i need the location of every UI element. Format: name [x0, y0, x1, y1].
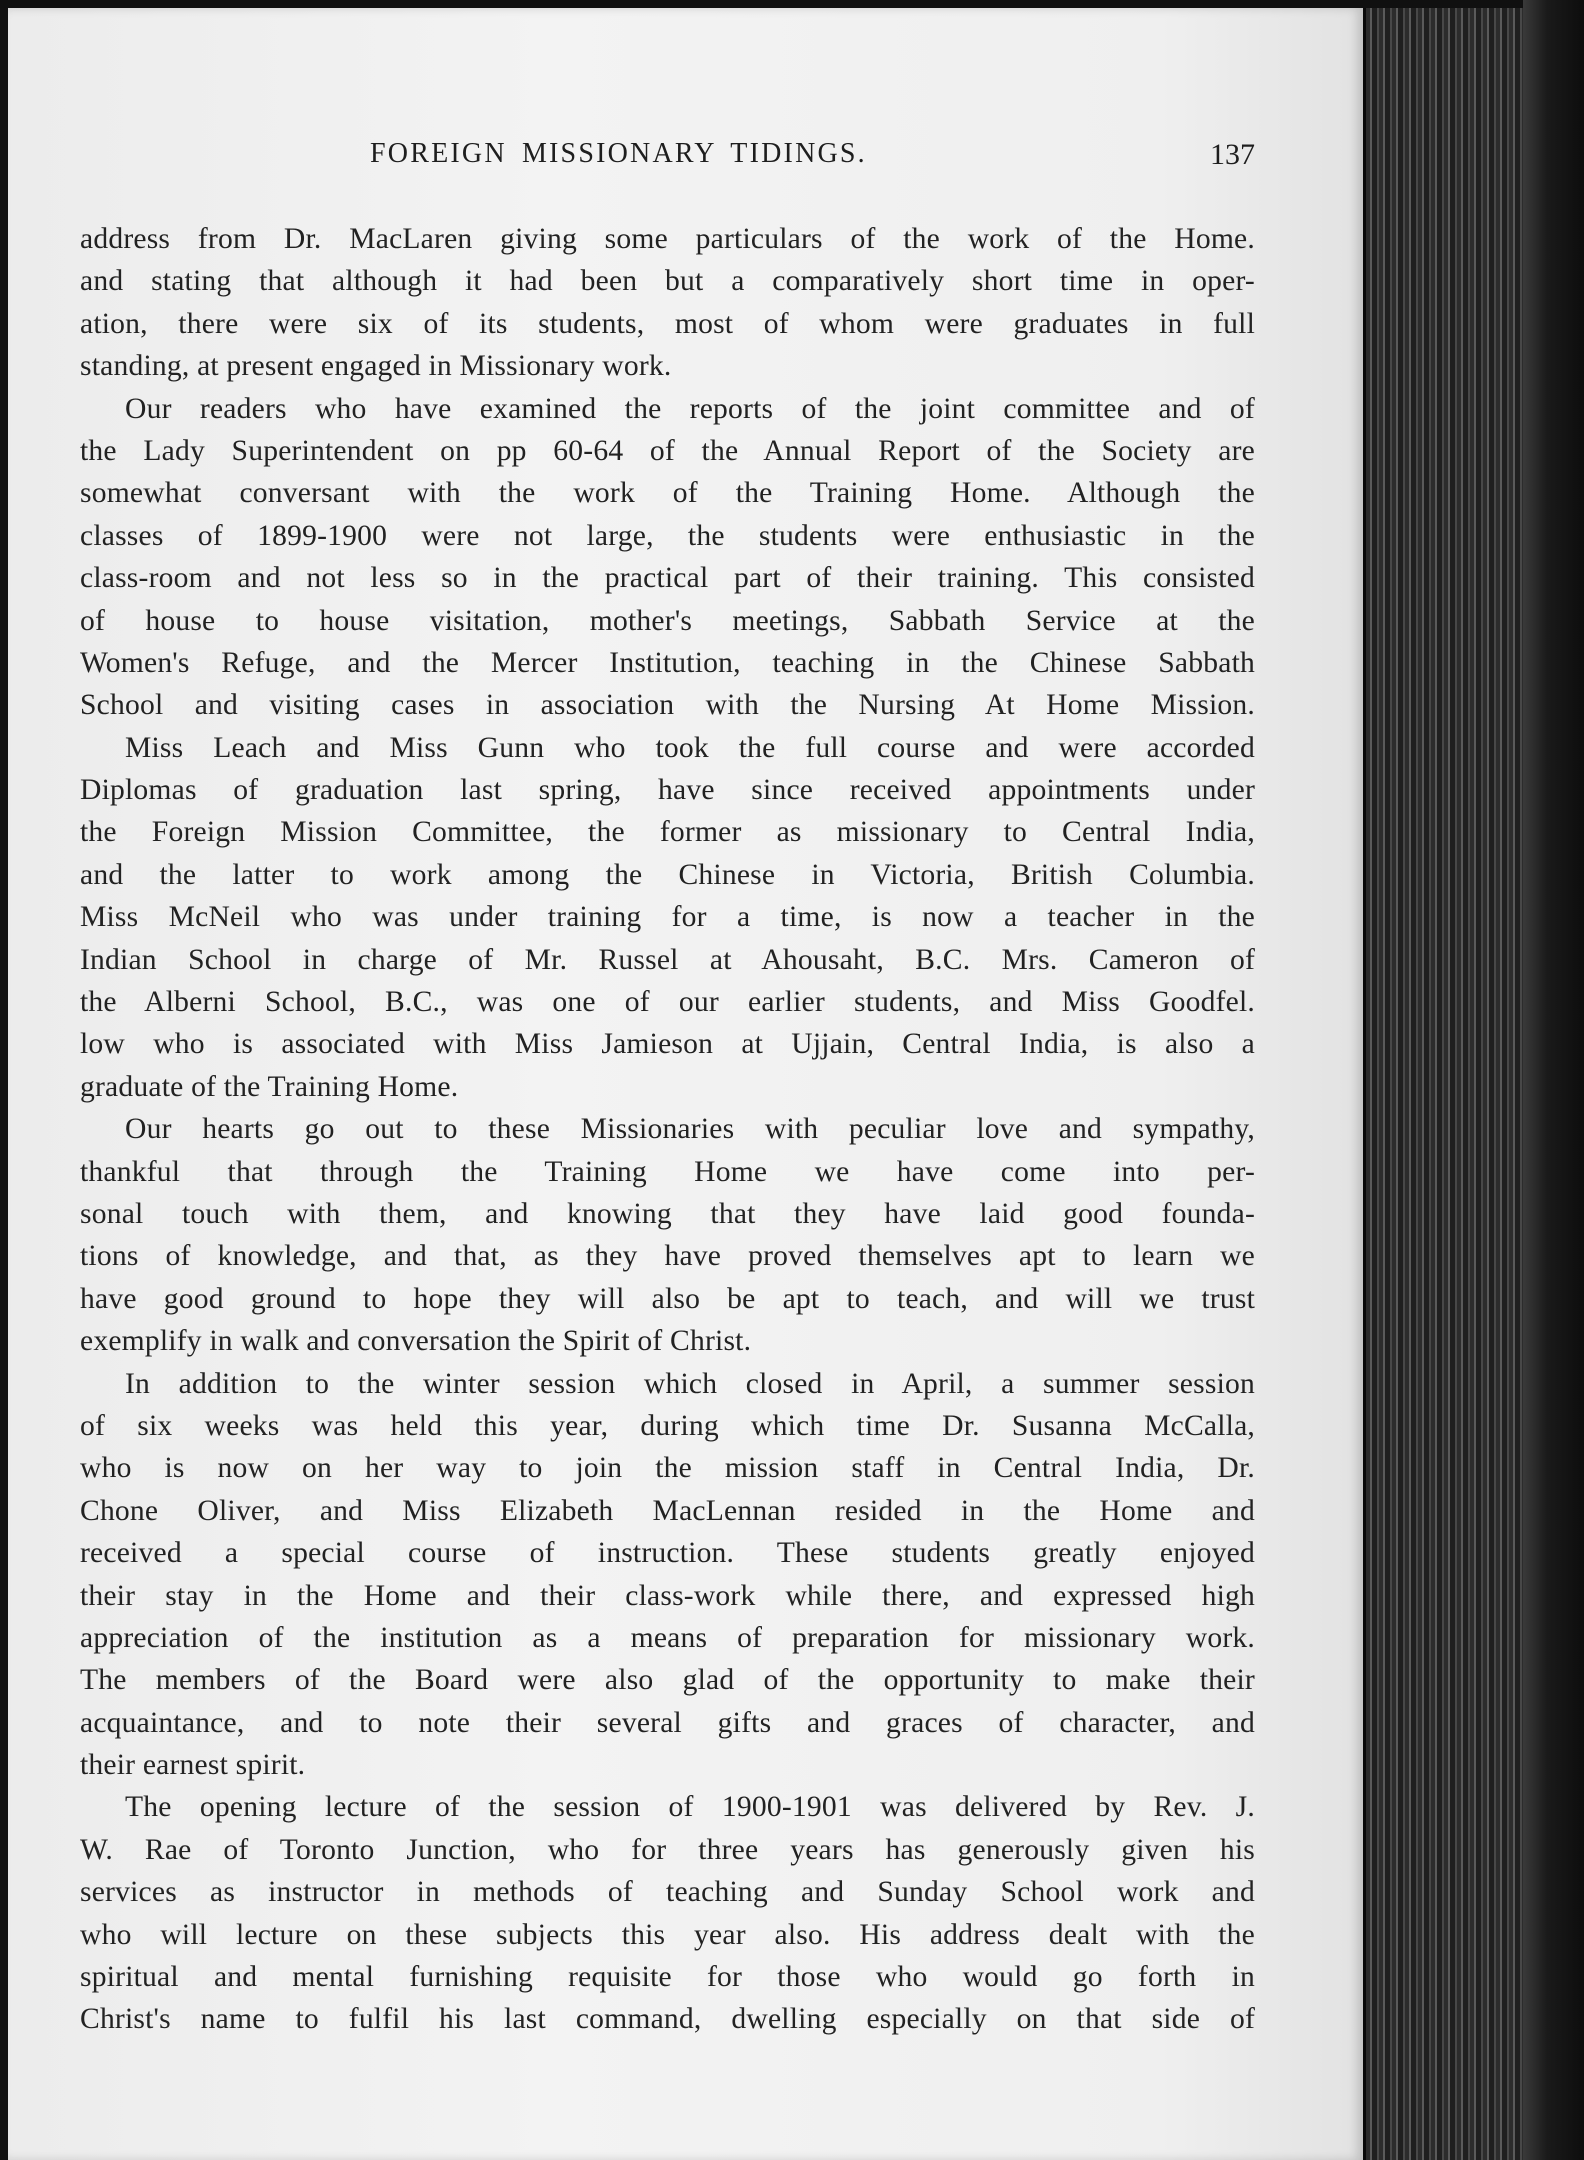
- text-line: acquaintance, and to note their several gifts and graces of character, and: [80, 1706, 1255, 1739]
- text-line: who will lecture on these subjects this year also. His address dealt with the: [80, 1918, 1255, 1951]
- text-line: Christ's name to fulfil his last command, dwelling especially on that side of: [80, 2003, 1255, 2036]
- text-line: spiritual and mental furnishing requisite for those who would go forth in: [80, 1961, 1255, 1994]
- text-line: School and visiting cases in association with the Nursing At Home Mission.: [80, 689, 1255, 722]
- scan-top-border: [0, 0, 1584, 8]
- text-line: somewhat conversant with the work of the Training Home. Although the: [80, 477, 1255, 510]
- text-line: have good ground to hope they will also be apt to teach, and will we trust: [80, 1282, 1255, 1315]
- text-line: who is now on her way to join the mission staff in Central India, Dr.: [80, 1452, 1255, 1485]
- text-line: class-room and not less so in the practical part of their training. This consisted: [80, 562, 1255, 595]
- text-line: W. Rae of Toronto Junction, who for three years has generously given his: [80, 1833, 1255, 1866]
- text-line: exemplify in walk and conversation the Spirit of Christ.: [80, 1325, 752, 1358]
- text-line: services as instructor in methods of teaching and Sunday School work and: [80, 1876, 1255, 1909]
- text-line: Chone Oliver, and Miss Elizabeth MacLennan resided in the Home and: [80, 1494, 1255, 1527]
- text-line: graduate of the Training Home.: [80, 1070, 459, 1103]
- book-cover-edge: [1523, 0, 1584, 2160]
- page-header: [80, 138, 1255, 178]
- paragraph-start-line: Our readers who have examined the reports of the joint committee and of: [125, 392, 1255, 425]
- text-line: standing, at present engaged in Missionary work.: [80, 350, 672, 383]
- paragraph-start-line: The opening lecture of the session of 1900-1901 was delivered by Rev. J.: [125, 1791, 1255, 1824]
- paragraph-start-line: Miss Leach and Miss Gunn who took the full course and were accorded: [125, 731, 1255, 764]
- text-line: the Alberni School, B.C., was one of our earlier students, and Miss Goodfel.: [80, 986, 1255, 1019]
- text-line: low who is associated with Miss Jamieson at Ujjain, Central India, is also a: [80, 1028, 1255, 1061]
- text-line: of six weeks was held this year, during which time Dr. Susanna McCalla,: [80, 1409, 1255, 1442]
- running-title: FOREIGN MISSIONARY TIDINGS.: [370, 138, 867, 169]
- text-line: sonal touch with them, and knowing that they have laid good founda-: [80, 1197, 1255, 1230]
- text-line: their earnest spirit.: [80, 1749, 306, 1782]
- text-line: classes of 1899-1900 were not large, the students were enthusiastic in the: [80, 519, 1255, 552]
- page-number: 137: [1210, 138, 1255, 171]
- text-line: ation, there were six of its students, most of whom were graduates in full: [80, 307, 1255, 340]
- text-line: of house to house visitation, mother's meetings, Sabbath Service at the: [80, 604, 1255, 637]
- text-line: Diplomas of graduation last spring, have since received appointments under: [80, 774, 1255, 807]
- article-text: [80, 218, 1255, 2041]
- text-line: Women's Refuge, and the Mercer Institution, teaching in the Chinese Sabbath: [80, 646, 1255, 679]
- text-line: and the latter to work among the Chinese in Victoria, British Columbia.: [80, 858, 1255, 891]
- text-line: tions of knowledge, and that, as they have proved themselves apt to learn we: [80, 1240, 1255, 1273]
- paragraph-start-line: Our hearts go out to these Missionaries with peculiar love and sympathy,: [125, 1113, 1255, 1146]
- text-line: Miss McNeil who was under training for a time, is now a teacher in the: [80, 901, 1255, 934]
- text-line: appreciation of the institution as a means of preparation for missionary work.: [80, 1621, 1255, 1654]
- text-line: thankful that through the Training Home we have come into per-: [80, 1155, 1255, 1188]
- text-line: their stay in the Home and their class-work while there, and expressed high: [80, 1579, 1255, 1612]
- page-block-edges: [1363, 8, 1526, 2160]
- text-line: the Lady Superintendent on pp 60-64 of the Annual Report of the Society are: [80, 434, 1255, 467]
- text-line: the Foreign Mission Committee, the former as missionary to Central India,: [80, 816, 1255, 849]
- text-line: Indian School in charge of Mr. Russel at Ahousaht, B.C. Mrs. Cameron of: [80, 943, 1255, 976]
- text-line: address from Dr. MacLaren giving some particulars of the work of the Home.: [80, 223, 1255, 255]
- text-line: The members of the Board were also glad of the opportunity to make their: [80, 1664, 1255, 1697]
- text-line: received a special course of instruction. These students greatly enjoyed: [80, 1537, 1255, 1570]
- text-line: and stating that although it had been but a comparatively short time in oper-: [80, 265, 1255, 298]
- paragraph-start-line: In addition to the winter session which closed in April, a summer session: [125, 1367, 1255, 1400]
